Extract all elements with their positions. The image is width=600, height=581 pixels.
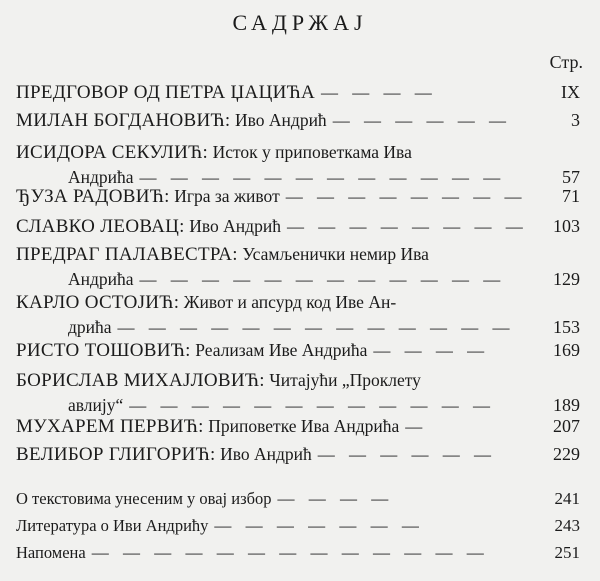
entry-author: БОРИСЛАВ МИХАЈЛОВИЋ: — [16, 370, 265, 391]
entry-page-number: 153 — [553, 317, 580, 337]
entry-page-number: 103 — [553, 216, 580, 236]
leader-dashes: — — — — — [373, 341, 490, 360]
leader-dashes: — — [405, 417, 428, 436]
entry-page-number: 57 — [562, 167, 580, 187]
entry-work-title-continued: Андрића — [68, 269, 134, 289]
toc-appendix-entry — [16, 541, 580, 565]
entry-work-title: Приповетке Ива Андрића — [208, 416, 400, 436]
leader-dashes: — — — — — [321, 83, 437, 102]
entry-author: ИСИДОРА СЕКУЛИЋ: — [16, 142, 209, 163]
entry-work-title: Игра за живот — [174, 186, 280, 206]
toc-entry — [16, 442, 580, 467]
toc-entry — [16, 368, 580, 418]
entry-author: ЂУЗА РАДОВИЋ: — [16, 186, 170, 207]
entry-page-number: 169 — [553, 340, 580, 360]
toc-appendix-entry — [16, 514, 580, 538]
entry-page-number: 241 — [554, 489, 580, 508]
entry-author: ПРЕДГОВОР ОД ПЕТРА ЏАЦИЋА — [16, 82, 316, 103]
appendix-title: О текстовима унесеним у овај избор — [16, 489, 272, 508]
page-column-header: Стр. — [549, 52, 583, 72]
entry-work-title-continued: дрића — [68, 317, 112, 337]
toc-entry — [16, 140, 580, 190]
appendix-title: Литература о Иви Андрићу — [16, 516, 209, 535]
toc-entry — [16, 80, 580, 105]
entry-page-number: 243 — [554, 516, 580, 535]
entry-author: СЛАВКО ЛЕОВАЦ: — [16, 216, 185, 237]
leader-dashes: — — — — — — — — — [285, 187, 527, 206]
leader-dashes: — — — — — — — — — — — — — [139, 270, 506, 289]
toc-entry — [16, 184, 580, 209]
toc-entry — [16, 290, 580, 340]
leader-dashes: — — — — — — — — — — — — — [139, 168, 506, 187]
entry-work-title: Исток у приповеткама Ива — [212, 142, 412, 162]
entry-page-number: 129 — [553, 269, 580, 289]
entry-author: КАРЛО ОСТОЈИЋ: — [16, 292, 180, 313]
entry-page-number: IX — [561, 82, 580, 102]
entry-work-title: Иво Андрић — [235, 110, 327, 130]
toc-entry — [16, 414, 580, 439]
entry-work-title: Иво Андрић — [189, 216, 281, 236]
leader-dashes: — — — — — — — — — — — — — — [117, 318, 515, 337]
entry-work-title: Усамљенички немир Ива — [242, 244, 429, 264]
entry-page-number: 3 — [571, 110, 580, 130]
leader-dashes: — — — — — — — [317, 445, 497, 464]
toc-entry — [16, 214, 580, 239]
leader-dashes: — — — — — — — — — — — — — [129, 396, 496, 415]
toc-entry — [16, 242, 580, 292]
entry-author: РИСТО ТОШОВИЋ: — [16, 340, 191, 361]
entry-page-number: 251 — [554, 543, 580, 562]
toc-entry — [16, 338, 580, 363]
entry-work-title: Живот и апсурд код Иве Ан- — [183, 292, 397, 312]
page-title: САДРЖАЈ — [232, 10, 368, 35]
entry-author: ВЕЛИБОР ГЛИГОРИЋ: — [16, 444, 216, 465]
entry-page-number: 229 — [553, 444, 580, 464]
entry-page-number: 207 — [553, 416, 580, 436]
entry-author: МИЛАН БОГДАНОВИЋ: — [16, 110, 231, 131]
leader-dashes: — — — — — — — — — [286, 217, 528, 236]
appendix-title: Напомена — [16, 543, 86, 562]
entry-work-title: Иво Андрић — [220, 444, 312, 464]
entry-author: ПРЕДРАГ ПАЛАВЕСТРА: — [16, 244, 238, 265]
entry-page-number: 189 — [553, 395, 580, 415]
leader-dashes: — — — — — — — [332, 111, 511, 130]
entry-author: МУХАРЕМ ПЕРВИЋ: — [16, 416, 204, 437]
entry-work-title-continued: авлију“ — [68, 395, 124, 415]
entry-work-title: Реализам Иве Андрића — [195, 340, 368, 360]
leader-dashes: — — — — — — — — — — — — — — [91, 543, 489, 562]
entry-work-title-continued: Андрића — [68, 167, 134, 187]
entry-work-title: Читајући „Проклету — [269, 370, 421, 390]
leader-dashes: — — — — — — — — [214, 516, 424, 535]
leader-dashes: — — — — — [277, 489, 394, 508]
toc-appendix-entry — [16, 487, 580, 511]
toc-entry — [16, 108, 580, 133]
entry-page-number: 71 — [562, 186, 580, 206]
